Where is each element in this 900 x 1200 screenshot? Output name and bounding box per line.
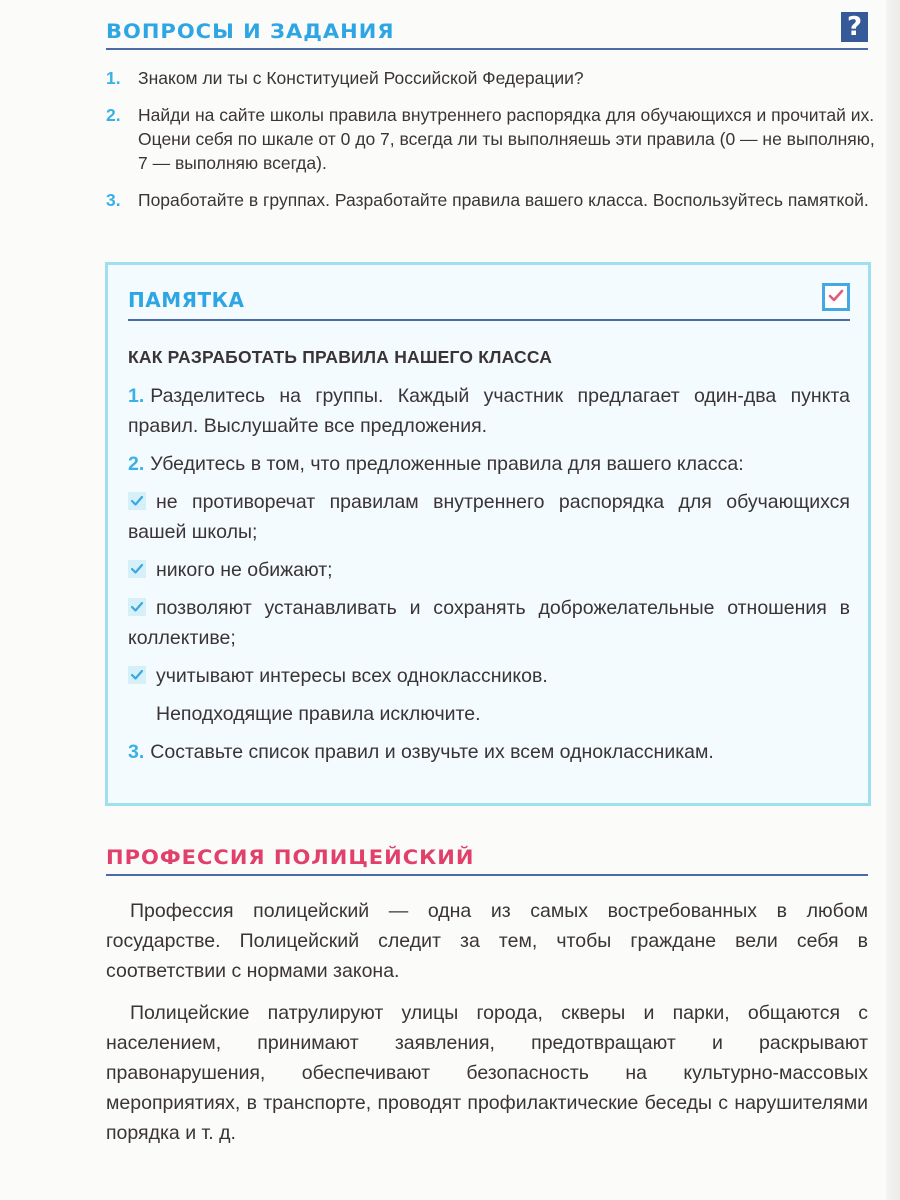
paragraph: Профессия полицейский — одна из самых востребованных в любом государстве. Полицейский следит за тем, чтобы граждане вели себя в соответствии с нормами закона. [106,900,868,982]
memo-bullet-text: никого не обижают; [156,559,333,581]
memo-step-number: 3. [128,741,145,763]
check-icon [128,560,146,578]
question-number: 2. [106,105,121,125]
questions-section-header [106,16,868,50]
memo-step [128,737,850,767]
memo-step-text: Убедитесь в том, что предложенные правила для вашего класса: [150,453,744,475]
memo-subtitle: КАК РАЗРАБОТАТЬ ПРАВИЛА НАШЕГО КЛАССА [128,347,553,367]
memo-header [128,287,850,321]
check-icon [128,492,146,510]
profession-section-header [106,842,868,876]
memo-step [128,381,850,441]
paragraph: Полицейские патрулируют улицы города, скверы и парки, общаются с населением, принимают заявления, предотвращают и раскрывают правонарушения, обеспечивают безопасность на культурно-массовых мероприятиях, в транспорте, проводят профилактические беседы с нарушителями порядка и т. д. [106,1002,868,1144]
memo-title: ПАМЯТКА [128,288,245,312]
memo-bullet-text: учитывают интересы всех одноклассников. [156,665,548,687]
memo-bullet-text: не противоречат правилам внутреннего распорядка для обучающихся вашей школы; [128,491,850,543]
memo-bullet [128,593,850,653]
memo-body [128,381,850,775]
memo-note: Неподходящие правила исключите. [156,703,481,725]
memo-step [128,449,850,479]
memo-box [105,262,871,806]
question-number: 1. [106,68,121,88]
question-text: Найди на сайте школы правила внутреннего распорядка для обучающихся и прочитай их. Оцени себя по шкале от 0 до 7, всегда ли ты выполняешь эти правила (0 — не выполняю, 7 — выполняю всегда). [138,105,875,173]
check-icon [128,666,146,684]
question-mark-icon: ? [841,12,868,42]
check-icon [128,598,146,616]
memo-step-text: Разделитесь на группы. Каждый участник предлагает один-два пункта правил. Выслушайте все предложения. [128,385,850,437]
questions-list [106,66,876,225]
question-number: 3. [106,190,121,210]
memo-step-text: Составьте список правил и озвучьте их всем одноклассникам. [150,741,714,763]
memo-bullet-text: позволяют устанавливать и сохранять доброжелательные отношения в коллективе; [128,597,850,649]
profession-body [106,896,868,1160]
memo-step-number: 2. [128,453,145,475]
memo-step-number: 1. [128,385,145,407]
memo-bullet [128,487,850,547]
memo-bullet [128,555,850,585]
question-item [106,66,876,90]
checkbox-check-icon [822,283,850,311]
profession-section-title: ПРОФЕССИЯ ПОЛИЦЕЙСКИЙ [106,846,475,869]
question-item [106,188,876,212]
question-text: Знаком ли ты с Конституцией Российской Федерации? [138,68,584,88]
page-edge [886,0,900,1200]
question-text: Поработайте в группах. Разработайте правила вашего класса. Воспользуйтесь памяткой. [138,190,869,210]
memo-bullet [128,661,850,691]
questions-section-title: ВОПРОСЫ И ЗАДАНИЯ [106,20,395,43]
question-item [106,103,876,175]
